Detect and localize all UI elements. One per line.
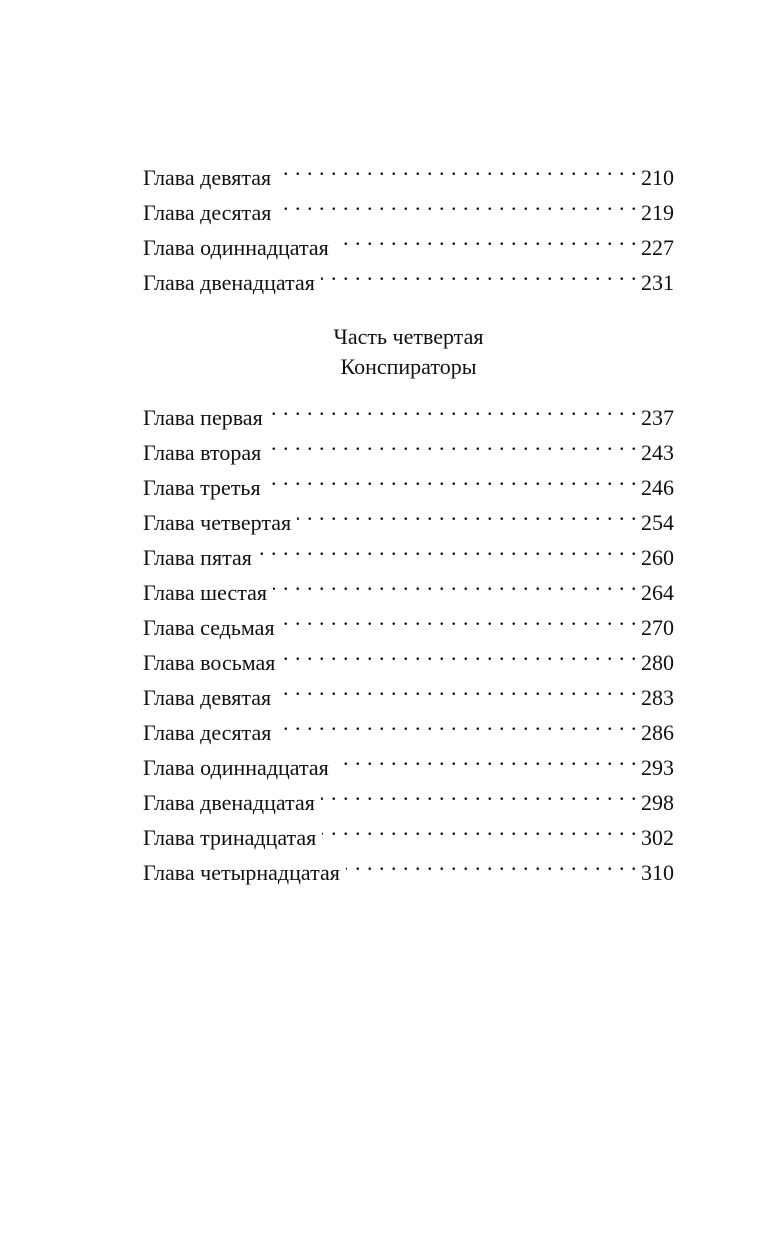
- dot-leader: [322, 810, 637, 845]
- toc-entry-page: 293: [641, 755, 674, 780]
- dot-leader: [346, 845, 637, 880]
- dot-leader: [258, 530, 637, 565]
- dot-leader: [335, 740, 637, 775]
- dot-leader: [267, 460, 637, 495]
- dot-leader: [269, 390, 637, 425]
- toc-entry-title: Глава четырнадцатая: [143, 860, 340, 885]
- dot-leader: [277, 150, 637, 185]
- toc-entry-title: Глава восьмая: [143, 650, 276, 675]
- toc-entry-title: Глава двенадцатая: [143, 790, 315, 815]
- toc-entry-page: 243: [641, 440, 674, 465]
- toc-entry-page: 260: [641, 545, 674, 570]
- toc-entry-page: 298: [641, 790, 674, 815]
- toc-entry-title: Глава вторая: [143, 440, 262, 465]
- dot-leader: [267, 425, 637, 460]
- toc-entry-title: Глава тринадцатая: [143, 825, 317, 850]
- toc-entry[interactable]: [143, 150, 674, 190]
- dot-leader: [277, 670, 637, 705]
- dot-leader: [277, 705, 637, 740]
- toc-entry-title: Глава десятая: [143, 720, 272, 745]
- toc-entry-title: Глава пятая: [143, 545, 252, 570]
- dot-leader: [281, 600, 637, 635]
- part-subtitle: Конспираторы: [340, 354, 477, 379]
- dot-leader: [321, 255, 637, 290]
- toc-entry-title: Глава четвертая: [143, 510, 292, 535]
- toc-entry-page: 227: [641, 235, 674, 260]
- toc-entry-page: 254: [641, 510, 674, 535]
- toc-part-four: [143, 390, 674, 885]
- toc-entry-title: Глава двенадцатая: [143, 270, 315, 295]
- toc-entry-page: 264: [641, 580, 674, 605]
- toc-entry-title: Глава одиннадцатая: [143, 755, 329, 780]
- toc-entry-page: 270: [641, 615, 674, 640]
- toc-entry-title: Глава одиннадцатая: [143, 235, 329, 260]
- part-header: [143, 322, 674, 382]
- toc-entry-page: 210: [641, 165, 674, 190]
- toc-entry-title: Глава шестая: [143, 580, 267, 605]
- dot-leader: [297, 495, 637, 530]
- toc-entry-page: 286: [641, 720, 674, 745]
- toc-entry-page: 302: [641, 825, 674, 850]
- toc-entry-title: Глава третья: [143, 475, 261, 500]
- part-heading: Часть четвертая: [333, 324, 484, 349]
- dot-leader: [273, 565, 637, 600]
- dot-leader: [281, 635, 637, 670]
- toc-entry-page: 246: [641, 475, 674, 500]
- toc-entry-page: 231: [641, 270, 674, 295]
- toc-entry-title: Глава девятая: [143, 165, 272, 190]
- toc-entry-title: Глава десятая: [143, 200, 272, 225]
- dot-leader: [321, 775, 637, 810]
- toc-entry-title: Глава седьмая: [143, 615, 275, 640]
- toc-section-continued: [143, 150, 674, 295]
- toc-entry-page: 219: [641, 200, 674, 225]
- dot-leader: [277, 185, 637, 220]
- toc-entry-page: 280: [641, 650, 674, 675]
- toc-entry-title: Глава первая: [143, 405, 263, 430]
- toc-entry-title: Глава девятая: [143, 685, 272, 710]
- toc-entry-page: 310: [641, 860, 674, 885]
- toc-entry-page: 237: [641, 405, 674, 430]
- toc-entry[interactable]: [143, 390, 674, 430]
- toc-entry-page: 283: [641, 685, 674, 710]
- dot-leader: [335, 220, 637, 255]
